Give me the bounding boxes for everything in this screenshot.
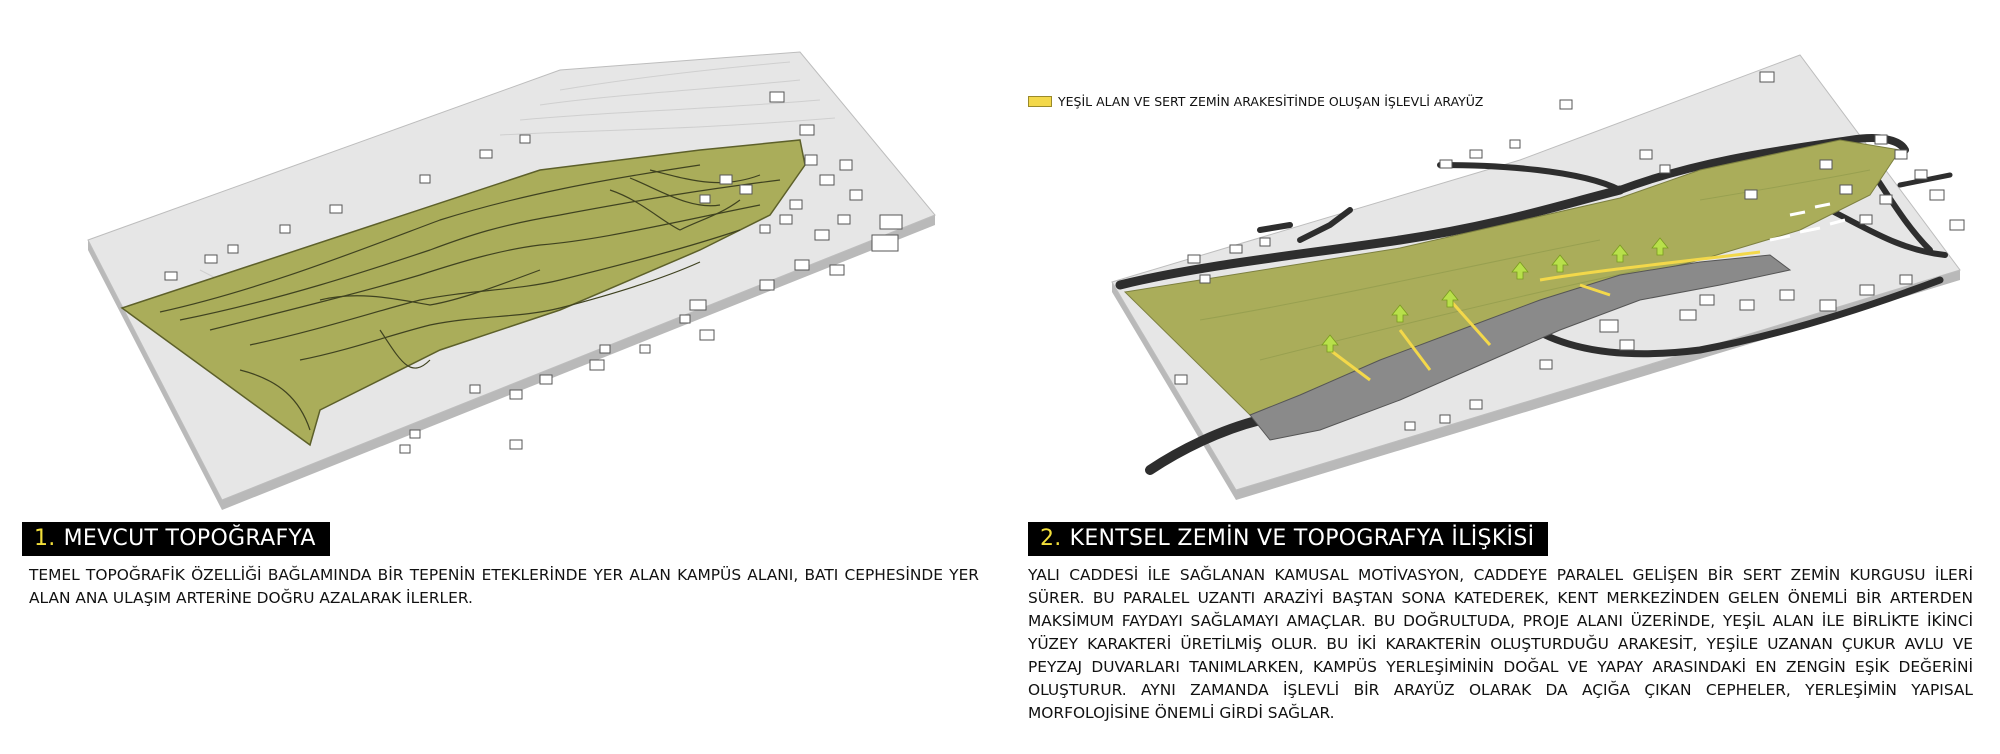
urban-relation-map [1000,0,2000,520]
caption-bar-2 [1028,522,1548,556]
caption-bar-1 [22,522,330,556]
description-text-2: YALI CADDESİ İLE SAĞLANAN KAMUSAL MOTİVASYON, CADDEYE PARALEL GELİŞEN BİR SERT ZEMİN KURGUSU İLERİ SÜRER. BU PARALEL UZANTI ARAZİYİ BAŞTAN SONA KATEDEREK, KENT MERKEZİNDEN GELEN ÖNEMLİ BİR ARTERDEN MAKSİMUM FAYDAYI SAĞLAMAYI AMAÇLAR. BU DOĞRULTUDA, PROJE ALANI ÜZERİNDE, YEŞİL ALAN İLE BİRLİKTE İKİNCİ YÜZEY KARAKTERİ ÜRETİLMİŞ OLUR. BU İKİ KARAKTERİN OLUŞTURDUĞU ARAKESİT, YEŞİLE UZANAN ÇUKUR AVLU VE PEYZAJ DUVARLARI TANIMLARKEN, KAMPÜS YERLEŞİMİNİN DOĞAL VE YAPAY ARASINDAKİ EN ZENGİN EŞİK DEĞERİNİ OLUŞTURUR. AYNI ZAMANDA İŞLEVLİ BİR ARAYÜZ OLARAK DA AÇIĞA ÇIKAN CEPHELER, YERLEŞİMİN YAPISAL MORFOLOJİSİNE ÖNEMLİ GİRDİ SAĞLAR. [1028,566,1973,722]
description-text-1: TEMEL TOPOĞRAFİK ÖZELLİĞİ BAĞLAMINDA BİR TEPENİN ETEKLERİNDE YER ALAN KAMPÜS ALANI, BATI CEPHESİNDE YER ALAN ANA ULAŞIM ARTERİNE DOĞRU AZALARAK İLERLER. [29,566,979,607]
caption-title: KENTSEL ZEMİN VE TOPOGRAFYA İLİŞKİSİ [1069,526,1535,551]
legend-label: YEŞİL ALAN VE SERT ZEMİN ARAKESİTİNDE OLUŞAN İŞLEVLİ ARAYÜZ [1058,94,1484,109]
panel-urban-ground-topography [1000,0,2000,754]
caption-number: 2. [1040,526,1062,551]
caption-title: MEVCUT TOPOĞRAFYA [63,526,316,551]
caption-number: 1. [34,526,56,551]
topography-map [0,0,1000,520]
